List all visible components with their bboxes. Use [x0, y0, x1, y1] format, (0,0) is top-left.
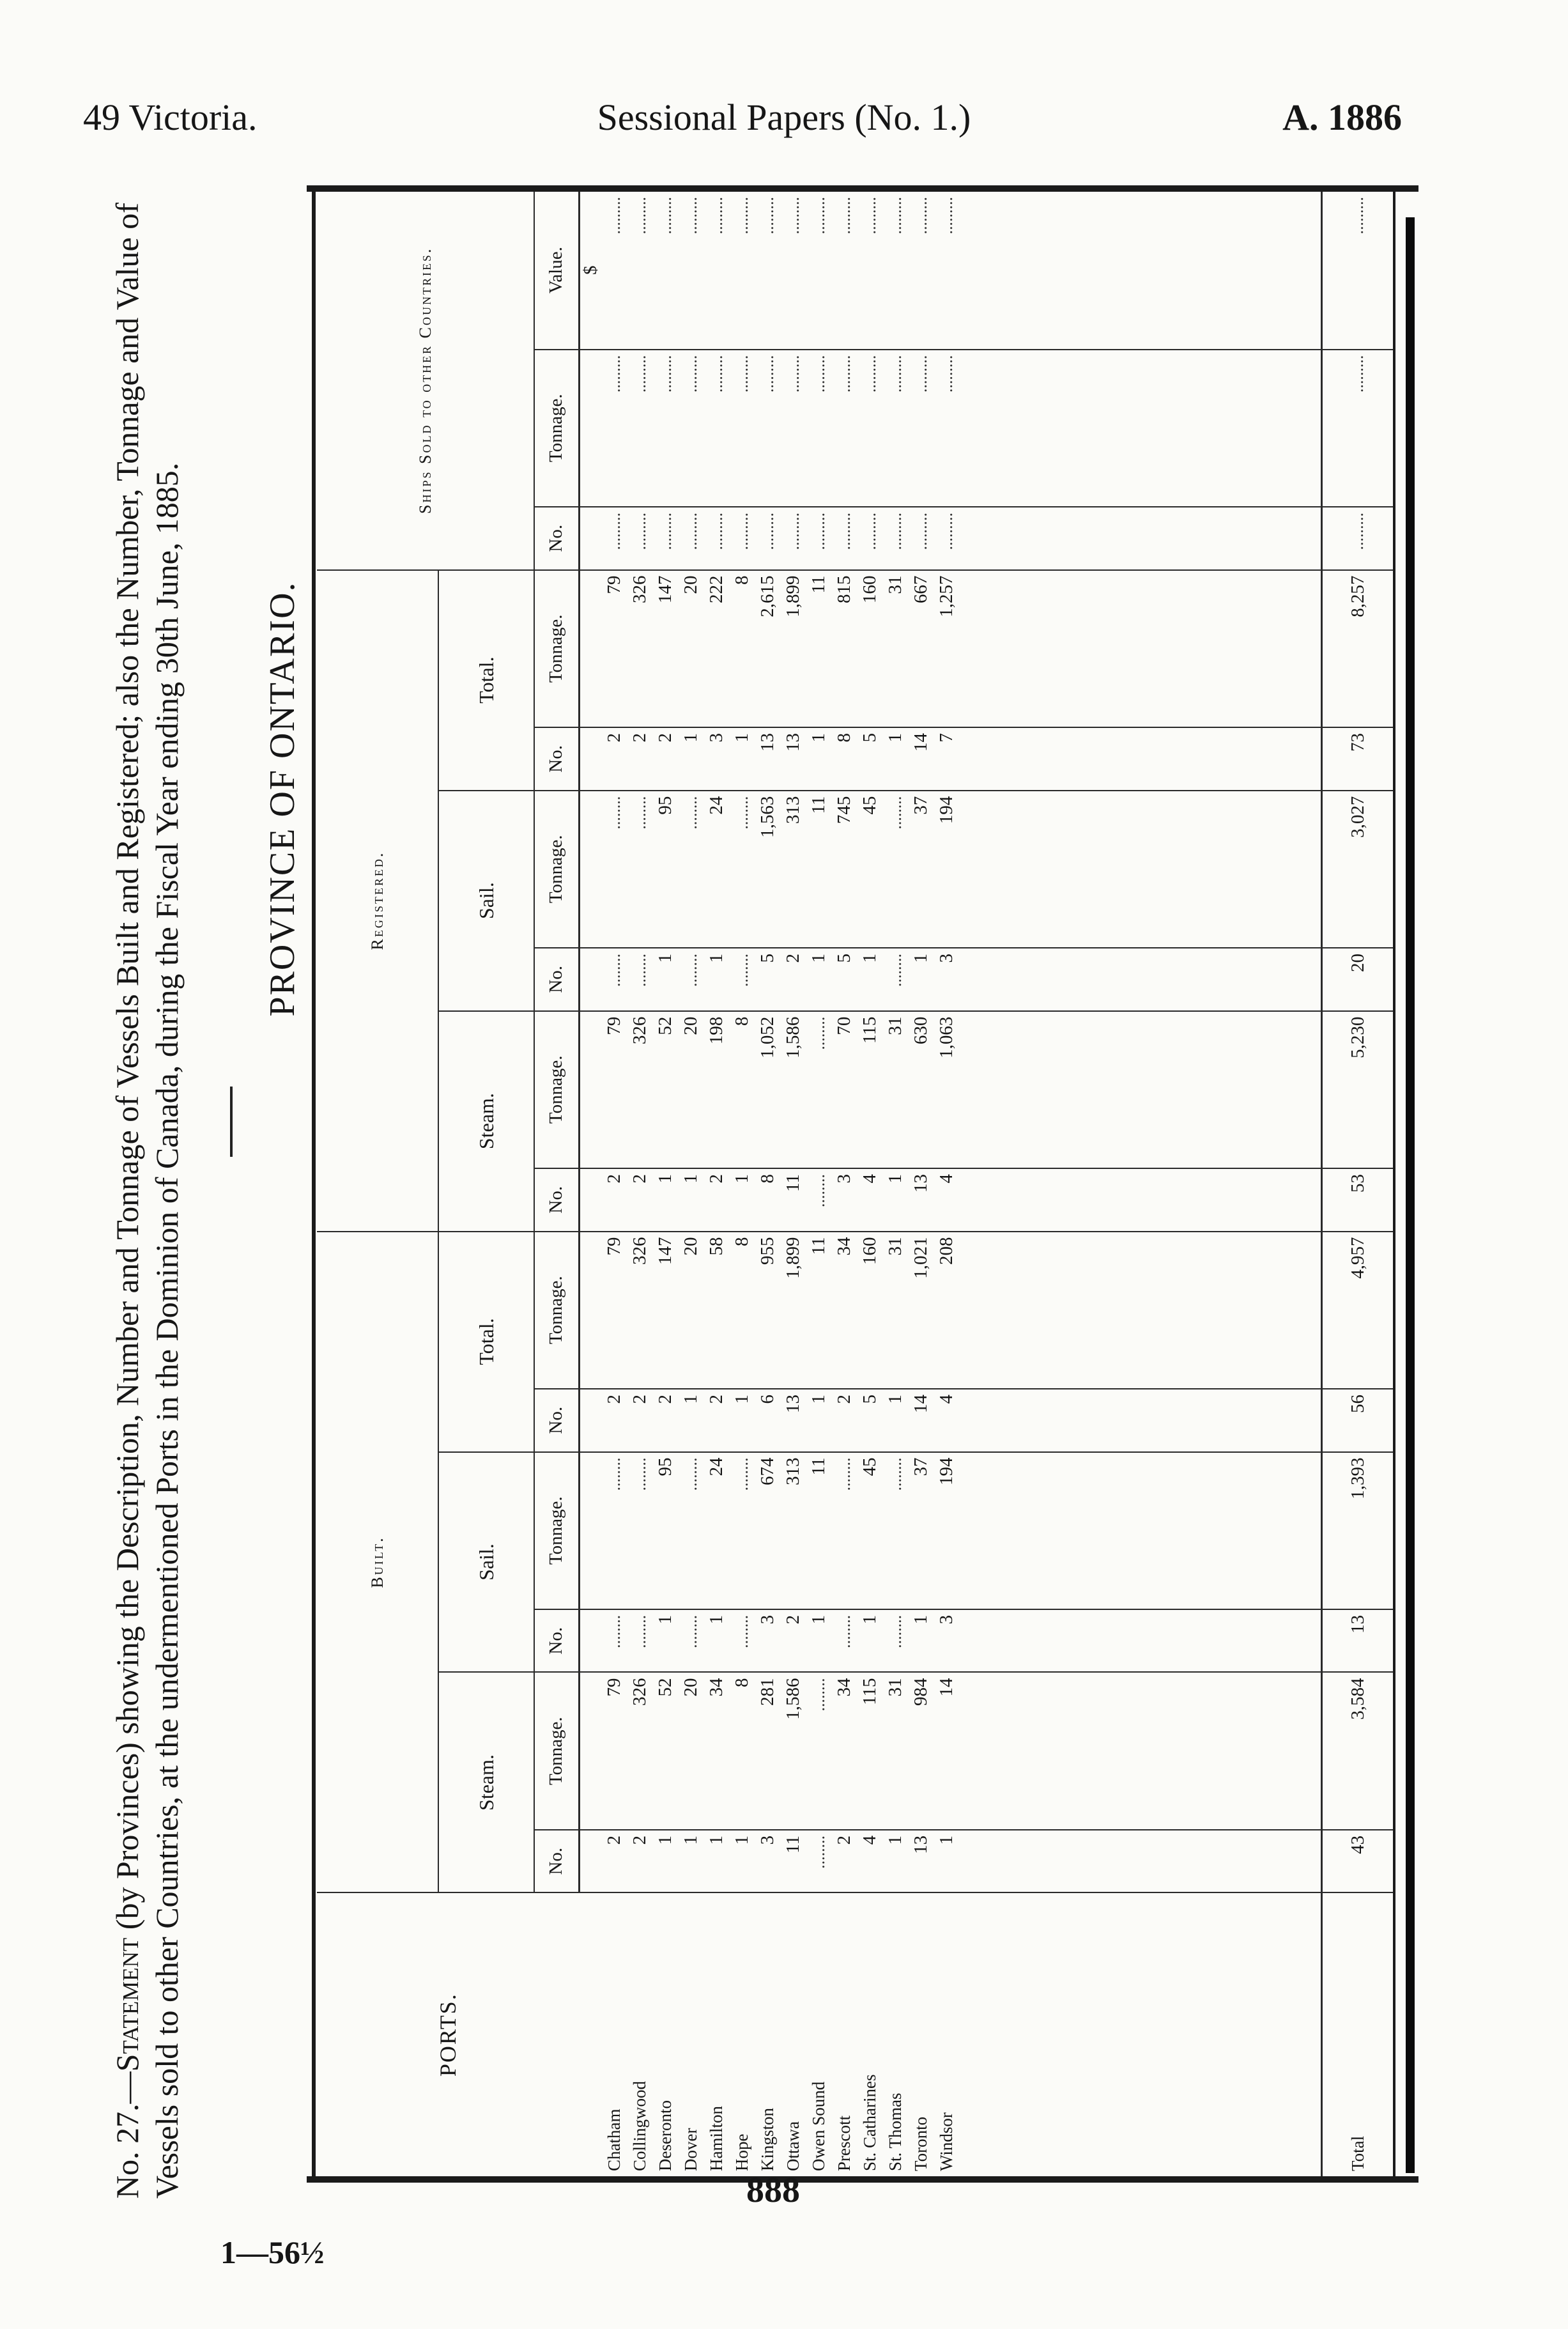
cell-b-sa-ton: ........ — [627, 1452, 653, 1609]
port-name: Dover — [681, 2128, 700, 2171]
cell-sold-no: ......... — [857, 507, 883, 570]
cell-b-to-no: 2 — [653, 1389, 679, 1452]
cell-r-st-no: 11 — [781, 1168, 806, 1232]
cell-b-to-ton: 34 — [832, 1232, 857, 1389]
cell-r-st-ton: 1,052 — [755, 1011, 781, 1168]
port-name: Collingwood — [630, 2080, 649, 2171]
cell-sold-tonnage: ......... — [1322, 350, 1394, 507]
cell-sold-no: ......... — [832, 507, 857, 570]
cell-r-sa-ton: 11 — [806, 791, 832, 948]
col-no: No. — [534, 727, 579, 791]
cell-r-st-ton: 5,230 — [1322, 1011, 1394, 1168]
cell-b-to-no: 56 — [1322, 1389, 1394, 1452]
cell-b-st-ton: 14 — [934, 1672, 960, 1829]
cell-r-to-no: 1 — [679, 727, 704, 791]
cell-r-sa-no: 1 — [653, 948, 679, 1011]
cell-sold-no: ......... — [704, 507, 730, 570]
cell-sold-no: ......... — [602, 507, 627, 570]
page-number: 888 — [746, 2170, 800, 2210]
cell-sold-value: ......... — [781, 192, 806, 350]
cell-r-st-ton: 20 — [679, 1011, 704, 1168]
cell-r-sa-no: 5 — [832, 948, 857, 1011]
cell-sold-value: ......... — [627, 192, 653, 350]
table-row — [679, 192, 704, 2176]
cell-r-sa-ton: 745 — [832, 791, 857, 948]
cell-r-to-no: 7 — [934, 727, 960, 791]
table-row — [653, 192, 679, 2176]
total-label: Total — [1322, 1892, 1394, 2176]
cell-b-sa-no: ........ — [679, 1609, 704, 1673]
table-row — [832, 192, 857, 2176]
running-head-year: A. 1886 — [1282, 97, 1402, 138]
statement-caption: No. 27.—Statement (by Provinces) showing the Description, Number and Tonnage of Vessels Built and Registered; also the Number, Tonnage and Value of Vessels sold to other Countries, at the undermentioned Ports in the Dominion of Canada, during the Fiscal Year ending 30th June, 1885. — [109, 203, 185, 2199]
cell-b-sa-ton: ........ — [602, 1452, 627, 1609]
cell-b-to-ton: 58 — [704, 1232, 730, 1389]
built-sail-header: Sail. — [438, 1452, 534, 1673]
signature-mark: 1—56½ — [220, 2234, 325, 2270]
cell-sold-no: ......... — [679, 507, 704, 570]
cell-b-to-ton: 8 — [730, 1232, 755, 1389]
cell-r-st-ton: 115 — [857, 1011, 883, 1168]
table-row — [909, 192, 934, 2176]
col-tonnage: Tonnage. — [534, 1232, 579, 1389]
built-total-header: Total. — [438, 1232, 534, 1452]
col-tonnage: Tonnage. — [534, 1011, 579, 1168]
cell-b-to-no: 2 — [832, 1389, 857, 1452]
cell-sold-tonnage: ......... — [806, 350, 832, 507]
table-left-rule — [312, 192, 316, 2176]
cell-b-sa-ton: 45 — [857, 1452, 883, 1609]
table-row — [781, 192, 806, 2176]
cell-sold-tonnage: ......... — [934, 350, 960, 507]
built-header: Built. — [317, 1232, 438, 1893]
cell-r-to-no: 14 — [909, 727, 934, 791]
running-head-session: 49 Victoria. — [83, 97, 257, 138]
currency-row — [579, 192, 602, 2176]
cell-b-to-ton: 326 — [627, 1232, 653, 1389]
vessels-table-rotated — [317, 192, 1393, 2176]
cell-sold-value: ......... — [755, 192, 781, 350]
cell-r-sa-ton: ........ — [627, 791, 653, 948]
cell-sold-value: ......... — [602, 192, 627, 350]
cell-b-to-ton: 79 — [602, 1232, 627, 1389]
registered-sail-header: Sail. — [438, 791, 534, 1011]
cell-r-sa-ton: ........ — [602, 791, 627, 948]
port-name: Prescott — [834, 2116, 854, 2171]
port-name: Chatham — [604, 2108, 624, 2171]
cell-r-st-no: 1 — [679, 1168, 704, 1232]
table-right-rule — [1393, 192, 1395, 2176]
cell-b-sa-ton: 24 — [704, 1452, 730, 1609]
cell-sold-tonnage: ......... — [857, 350, 883, 507]
cell-r-sa-ton: 3,027 — [1322, 791, 1394, 948]
table-row — [806, 192, 832, 2176]
cell-b-sa-ton: 313 — [781, 1452, 806, 1609]
cell-sold-tonnage: ......... — [781, 350, 806, 507]
cell-b-sa-no: 3 — [755, 1609, 781, 1673]
cell-sold-tonnage: ......... — [755, 350, 781, 507]
cell-sold-no: ......... — [653, 507, 679, 570]
cell-r-sa-no: ........ — [627, 948, 653, 1011]
province-divider — [230, 1087, 233, 1157]
port-name: Toronto — [911, 2116, 930, 2171]
cell-r-st-ton: 31 — [883, 1011, 909, 1168]
cell-sold-no: ......... — [909, 507, 934, 570]
cell-b-sa-no: 13 — [1322, 1609, 1394, 1673]
cell-r-sa-ton: 45 — [857, 791, 883, 948]
cell-sold-value: ......... — [883, 192, 909, 350]
cell-r-to-ton: 1,257 — [934, 570, 960, 728]
cell-b-to-no: 1 — [806, 1389, 832, 1452]
cell-r-to-ton: 31 — [883, 570, 909, 728]
cell-r-sa-ton: 194 — [934, 791, 960, 948]
col-no: No. — [534, 1389, 579, 1452]
registered-total-header: Total. — [438, 570, 534, 791]
col-tonnage: Tonnage. — [534, 791, 579, 948]
cell-b-st-no: 3 — [755, 1830, 781, 1893]
running-head-title: Sessional Papers (No. 1.) — [597, 97, 971, 138]
cell-sold-no: ......... — [1322, 507, 1394, 570]
cell-b-sa-ton: ........ — [679, 1452, 704, 1609]
port-name: Windsor — [937, 2112, 956, 2171]
cell-b-st-no: 11 — [781, 1830, 806, 1893]
cell-b-to-no: 6 — [755, 1389, 781, 1452]
cell-b-sa-ton: 674 — [755, 1452, 781, 1609]
cell-b-to-no: 1 — [730, 1389, 755, 1452]
cell-r-sa-ton: ........ — [730, 791, 755, 948]
table-row — [602, 192, 627, 2176]
cell-b-st-ton: 20 — [679, 1672, 704, 1829]
cell-r-to-ton: 1,899 — [781, 570, 806, 728]
cell-r-to-no: 3 — [704, 727, 730, 791]
port-name: St. Thomas — [886, 2093, 905, 2171]
cell-b-to-ton: 1,899 — [781, 1232, 806, 1389]
registered-steam-header: Steam. — [438, 1011, 534, 1232]
cell-r-st-ton: ........ — [806, 1011, 832, 1168]
cell-b-to-ton: 208 — [934, 1232, 960, 1389]
port-name: Kingston — [758, 2107, 777, 2171]
cell-r-to-ton: 11 — [806, 570, 832, 728]
cell-b-st-no: 13 — [909, 1830, 934, 1893]
port-name: Hamilton — [707, 2106, 726, 2171]
cell-r-to-ton: 222 — [704, 570, 730, 728]
cell-b-sa-no: ........ — [627, 1609, 653, 1673]
cell-r-st-no: 4 — [934, 1168, 960, 1232]
cell-r-st-ton: 52 — [653, 1011, 679, 1168]
cell-b-st-no: ........ — [806, 1830, 832, 1893]
cell-b-sa-no: 2 — [781, 1609, 806, 1673]
cell-b-st-no: 1 — [883, 1830, 909, 1893]
cell-r-sa-no: ........ — [679, 948, 704, 1011]
table-row — [704, 192, 730, 2176]
cell-r-st-no: 2 — [602, 1168, 627, 1232]
cell-r-st-ton: 70 — [832, 1011, 857, 1168]
cell-sold-tonnage: ......... — [653, 350, 679, 507]
cell-b-st-no: 1 — [679, 1830, 704, 1893]
cell-sold-value: ......... — [806, 192, 832, 350]
col-no: No. — [534, 507, 579, 570]
cell-r-st-no: ........ — [806, 1168, 832, 1232]
cell-r-st-ton: 630 — [909, 1011, 934, 1168]
cell-b-st-no: 4 — [857, 1830, 883, 1893]
cell-r-to-no: 13 — [755, 727, 781, 791]
cell-b-to-ton: 31 — [883, 1232, 909, 1389]
table-row — [730, 192, 755, 2176]
cell-b-sa-no: 3 — [934, 1609, 960, 1673]
cell-b-st-ton: 52 — [653, 1672, 679, 1829]
col-tonnage: Tonnage. — [534, 570, 579, 728]
cell-sold-tonnage: ......... — [679, 350, 704, 507]
cell-r-sa-ton: 24 — [704, 791, 730, 948]
cell-sold-no: ......... — [883, 507, 909, 570]
cell-r-st-no: 13 — [909, 1168, 934, 1232]
cell-b-to-ton: 11 — [806, 1232, 832, 1389]
cell-b-to-ton: 160 — [857, 1232, 883, 1389]
col-value: Value. — [534, 192, 579, 350]
cell-r-st-ton: 8 — [730, 1011, 755, 1168]
cell-sold-tonnage: ......... — [883, 350, 909, 507]
cell-r-st-ton: 1,063 — [934, 1011, 960, 1168]
cell-b-sa-ton: ........ — [832, 1452, 857, 1609]
cell-r-st-no: 1 — [653, 1168, 679, 1232]
cell-r-st-ton: 79 — [602, 1011, 627, 1168]
cell-sold-value: ......... — [857, 192, 883, 350]
cell-b-st-no: 1 — [653, 1830, 679, 1893]
cell-b-to-no: 2 — [704, 1389, 730, 1452]
cell-r-to-ton: 8 — [730, 570, 755, 728]
cell-sold-value: ......... — [832, 192, 857, 350]
cell-sold-tonnage: ......... — [704, 350, 730, 507]
cell-sold-tonnage: ......... — [832, 350, 857, 507]
cell-r-st-no: 3 — [832, 1168, 857, 1232]
col-tonnage: Tonnage. — [534, 350, 579, 507]
cell-b-sa-no: 1 — [857, 1609, 883, 1673]
cell-r-to-ton: 20 — [679, 570, 704, 728]
cell-sold-no: ......... — [806, 507, 832, 570]
port-name: Owen Sound — [809, 2081, 828, 2171]
cell-r-sa-no: 1 — [909, 948, 934, 1011]
cell-b-to-ton: 147 — [653, 1232, 679, 1389]
cell-r-sa-no: 5 — [755, 948, 781, 1011]
cell-r-sa-ton: 37 — [909, 791, 934, 948]
cell-b-st-no: 2 — [627, 1830, 653, 1893]
cell-r-to-no: 1 — [883, 727, 909, 791]
cell-b-to-no: 2 — [627, 1389, 653, 1452]
cell-r-st-ton: 198 — [704, 1011, 730, 1168]
cell-r-to-no: 2 — [602, 727, 627, 791]
cell-r-sa-ton: 95 — [653, 791, 679, 948]
sold-header: Ships Sold to other Countries. — [317, 192, 534, 570]
cell-r-to-no: 1 — [730, 727, 755, 791]
cell-b-st-ton: 1,586 — [781, 1672, 806, 1829]
col-tonnage: Tonnage. — [534, 1452, 579, 1609]
cell-r-st-no: 4 — [857, 1168, 883, 1232]
col-tonnage: Tonnage. — [534, 1672, 579, 1829]
cell-r-st-no: 1 — [730, 1168, 755, 1232]
cell-r-to-no: 73 — [1322, 727, 1394, 791]
cell-b-to-ton: 4,957 — [1322, 1232, 1394, 1389]
cell-b-st-ton: 326 — [627, 1672, 653, 1829]
cell-b-to-no: 13 — [781, 1389, 806, 1452]
cell-b-sa-ton: 37 — [909, 1452, 934, 1609]
cell-sold-value: ......... — [1322, 192, 1394, 350]
cell-r-sa-no: ........ — [602, 948, 627, 1011]
cell-b-st-no: 1 — [934, 1830, 960, 1893]
cell-r-to-no: 2 — [627, 727, 653, 791]
cell-r-sa-no: 2 — [781, 948, 806, 1011]
cell-r-to-ton: 160 — [857, 570, 883, 728]
cell-b-sa-ton: 194 — [934, 1452, 960, 1609]
cell-b-sa-no: ........ — [730, 1609, 755, 1673]
cell-r-to-no: 2 — [653, 727, 679, 791]
cell-b-st-no: 2 — [602, 1830, 627, 1893]
table-row — [883, 192, 909, 2176]
cell-b-to-no: 14 — [909, 1389, 934, 1452]
cell-r-to-no: 1 — [806, 727, 832, 791]
cell-b-sa-no: ........ — [883, 1609, 909, 1673]
cell-sold-tonnage: ......... — [602, 350, 627, 507]
cell-b-st-ton: 281 — [755, 1672, 781, 1829]
cell-r-sa-no: 1 — [857, 948, 883, 1011]
port-name: St. Catharines — [860, 2074, 879, 2171]
cell-sold-no: ......... — [781, 507, 806, 570]
cell-b-st-ton: 3,584 — [1322, 1672, 1394, 1829]
col-no: No. — [534, 1830, 579, 1893]
cell-b-sa-no: 1 — [704, 1609, 730, 1673]
cell-sold-no: ......... — [934, 507, 960, 570]
cell-r-to-no: 13 — [781, 727, 806, 791]
province-title: PROVINCE OF ONTARIO. — [263, 581, 302, 1017]
cell-b-sa-no: ........ — [602, 1609, 627, 1673]
cell-b-st-ton: 984 — [909, 1672, 934, 1829]
port-name: Ottawa — [783, 2121, 803, 2171]
cell-b-sa-ton: 11 — [806, 1452, 832, 1609]
cell-b-st-ton: 31 — [883, 1672, 909, 1829]
cell-r-to-ton: 79 — [602, 570, 627, 728]
table-row — [857, 192, 883, 2176]
col-no: No. — [534, 1609, 579, 1673]
cell-sold-value: ......... — [704, 192, 730, 350]
vessels-table — [317, 192, 1393, 2176]
cell-r-sa-ton: 1,563 — [755, 791, 781, 948]
cell-r-to-ton: 667 — [909, 570, 934, 728]
cell-r-st-no: 53 — [1322, 1168, 1394, 1232]
cell-b-to-ton: 955 — [755, 1232, 781, 1389]
cell-b-sa-ton: 1,393 — [1322, 1452, 1394, 1609]
cell-sold-no: ......... — [755, 507, 781, 570]
col-no: No. — [534, 1168, 579, 1232]
cell-r-st-ton: 1,586 — [781, 1011, 806, 1168]
cell-sold-value: ......... — [679, 192, 704, 350]
port-name: Deseronto — [656, 2100, 675, 2171]
cell-r-sa-ton: 313 — [781, 791, 806, 948]
cell-b-st-ton: 34 — [704, 1672, 730, 1829]
cell-b-sa-no: 1 — [909, 1609, 934, 1673]
total-row — [1322, 192, 1394, 2176]
cell-r-to-ton: 8,257 — [1322, 570, 1394, 728]
cell-sold-no: ......... — [730, 507, 755, 570]
cell-sold-no: ......... — [627, 507, 653, 570]
cell-r-sa-no: ........ — [883, 948, 909, 1011]
cell-b-to-ton: 1,021 — [909, 1232, 934, 1389]
built-steam-header: Steam. — [438, 1672, 534, 1892]
cell-sold-value: ......... — [934, 192, 960, 350]
table-top-rule — [307, 185, 1418, 192]
col-no: No. — [534, 948, 579, 1011]
cell-b-st-no: 2 — [832, 1830, 857, 1893]
cell-b-sa-no: ........ — [832, 1609, 857, 1673]
cell-b-to-no: 4 — [934, 1389, 960, 1452]
cell-r-to-ton: 147 — [653, 570, 679, 728]
cell-r-to-ton: 2,615 — [755, 570, 781, 728]
cell-b-to-no: 2 — [602, 1389, 627, 1452]
cell-r-sa-ton: ........ — [883, 791, 909, 948]
cell-r-sa-no: 1 — [704, 948, 730, 1011]
cell-sold-value: ......... — [653, 192, 679, 350]
cell-r-to-no: 5 — [857, 727, 883, 791]
cell-b-sa-ton: 95 — [653, 1452, 679, 1609]
table-bottom-rule — [307, 2176, 1418, 2183]
cell-b-st-no: 1 — [730, 1830, 755, 1893]
table-row — [755, 192, 781, 2176]
cell-r-st-no: 1 — [883, 1168, 909, 1232]
cell-b-st-ton: 115 — [857, 1672, 883, 1829]
scan-edge-shadow — [1406, 217, 1415, 2173]
table-row — [627, 192, 653, 2176]
cell-r-st-no: 8 — [755, 1168, 781, 1232]
cell-r-st-no: 2 — [627, 1168, 653, 1232]
cell-b-sa-no: 1 — [806, 1609, 832, 1673]
cell-r-to-ton: 815 — [832, 570, 857, 728]
table-filler — [960, 192, 1322, 2176]
cell-b-st-ton: ........ — [806, 1672, 832, 1829]
cell-sold-tonnage: ......... — [909, 350, 934, 507]
cell-r-sa-no: 1 — [806, 948, 832, 1011]
cell-r-sa-no: 3 — [934, 948, 960, 1011]
cell-b-sa-ton: ........ — [883, 1452, 909, 1609]
cell-sold-tonnage: ......... — [627, 350, 653, 507]
cell-b-to-no: 5 — [857, 1389, 883, 1452]
cell-b-to-no: 1 — [679, 1389, 704, 1452]
cell-b-st-no: 43 — [1322, 1830, 1394, 1893]
cell-b-st-ton: 34 — [832, 1672, 857, 1829]
cell-r-to-ton: 326 — [627, 570, 653, 728]
cell-sold-value: ......... — [730, 192, 755, 350]
currency-symbol: $ — [579, 192, 602, 350]
cell-r-sa-ton: ........ — [679, 791, 704, 948]
cell-r-st-no: 2 — [704, 1168, 730, 1232]
cell-b-to-ton: 20 — [679, 1232, 704, 1389]
registered-header: Registered. — [317, 570, 438, 1232]
cell-r-st-ton: 326 — [627, 1011, 653, 1168]
table-row — [934, 192, 960, 2176]
cell-b-st-ton: 79 — [602, 1672, 627, 1829]
cell-b-sa-ton: ........ — [730, 1452, 755, 1609]
cell-b-st-no: 1 — [704, 1830, 730, 1893]
ports-header: PORTS. — [435, 1993, 461, 2077]
cell-r-sa-no: ........ — [730, 948, 755, 1011]
cell-sold-tonnage: ......... — [730, 350, 755, 507]
cell-r-to-no: 8 — [832, 727, 857, 791]
cell-r-sa-no: 20 — [1322, 948, 1394, 1011]
cell-b-to-no: 1 — [883, 1389, 909, 1452]
port-name: Hope — [732, 2133, 751, 2171]
cell-b-sa-no: 1 — [653, 1609, 679, 1673]
cell-b-st-ton: 8 — [730, 1672, 755, 1829]
cell-sold-value: ......... — [909, 192, 934, 350]
